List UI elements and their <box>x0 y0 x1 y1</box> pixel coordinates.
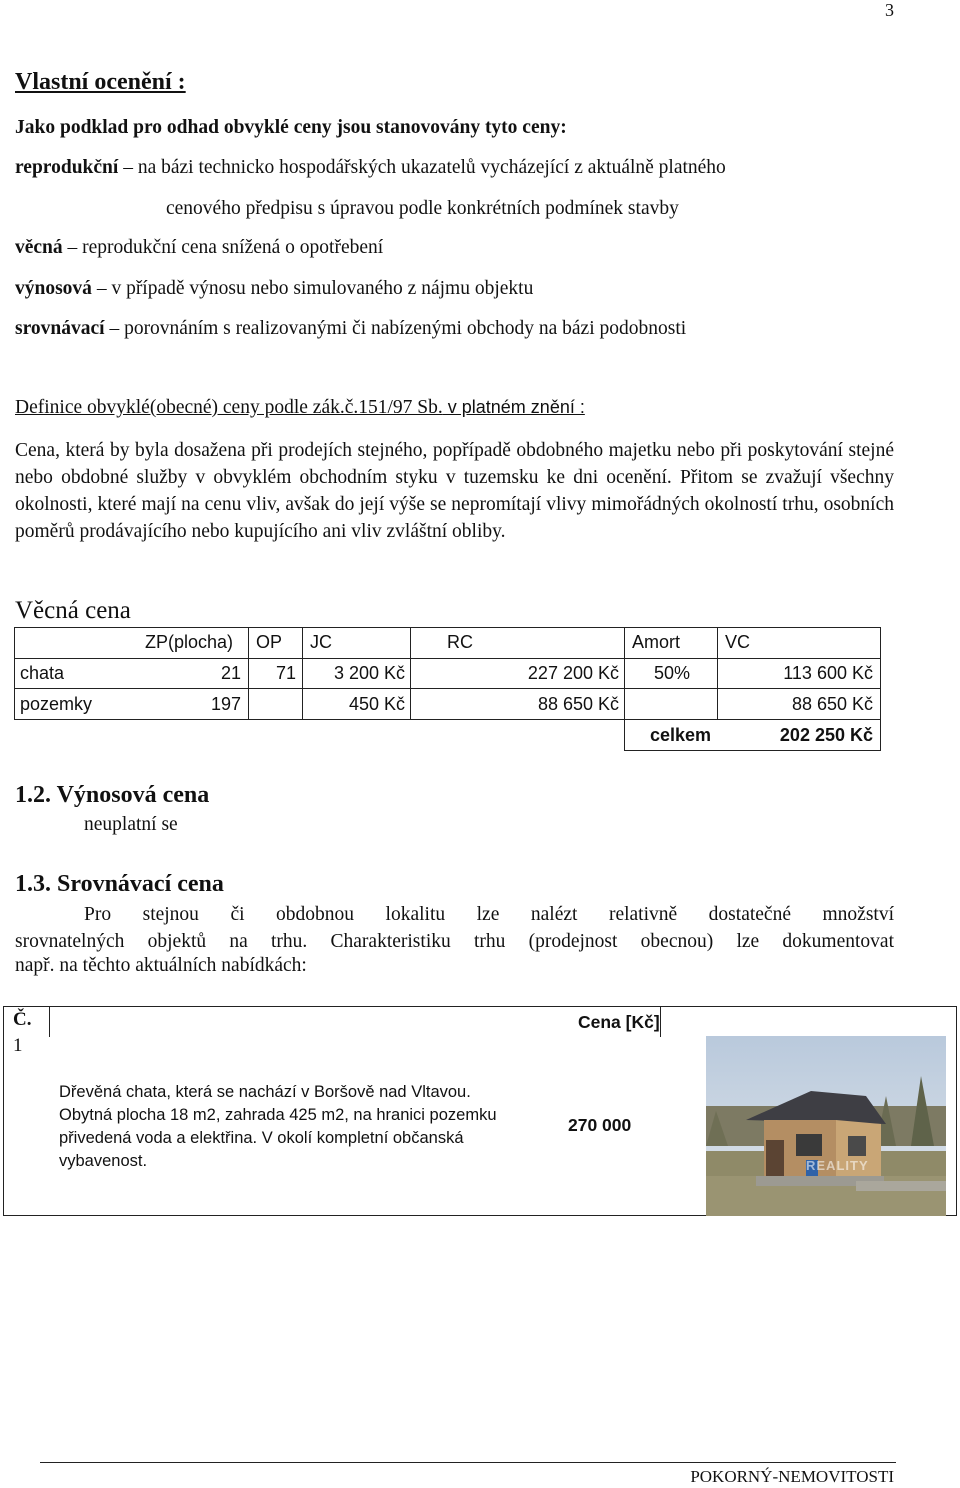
price-type-material <box>15 237 383 259</box>
cell-rc: 88 650 Kč <box>537 694 619 714</box>
price-type-term: srovnávací <box>15 318 105 339</box>
table-rule <box>14 627 881 628</box>
table-rule <box>624 750 881 751</box>
cell-vc: 88 650 Kč <box>791 694 873 714</box>
offer-description: Dřevěná chata, která se nachází v Boršově nad Vltavou. Obytná plocha 18 m2, zahrada 425 m2, na hranici pozemku přivedená voda a elektřina. V okolí kompletní občanská vybavenost. <box>59 1083 497 1170</box>
row-name: chata <box>20 663 65 683</box>
price-type-desc: – v případě výnosu nebo simulovaného z nájmu objektu <box>91 278 534 299</box>
price-type-term: reprodukční <box>15 157 119 178</box>
vecna-heading: Věcná cena <box>15 597 131 624</box>
srovnavaci-heading: 1.3. Srovnávací cena <box>15 871 224 897</box>
definition-text-a: Cena, která by byla dosažena při prodejích stejného, popřípadě obdobného majetku nebo při poskytování stejné nebo obdobné služby v obvyklém obchodním styku v tuzemsku ke dni ocenění. <box>15 440 894 488</box>
definition-text-b: Přitom se zvažují všechny okolnosti, které mají na cenu vliv, avšak do její výše se nepromítají vlivy mimořádných okolností trhu, osobních poměrů prodávajícího nebo kupujícího ani vliv zvláštní obliby. <box>15 467 894 542</box>
cell-amort: 50% <box>654 663 691 683</box>
cell-jc: 3 200 Kč <box>333 663 405 683</box>
cell-rc: 227 200 Kč <box>527 663 619 683</box>
offers-col-no: Č. <box>13 1009 32 1030</box>
offers-col-price: Cena [Kč] <box>578 1012 660 1032</box>
col-header-amort: Amort <box>632 632 681 652</box>
basis-intro: Jako podklad pro odhad obvyklé ceny jsou stanovovány tyto ceny: <box>15 117 567 138</box>
footer-company: POKORNÝ-NEMOVITOSTI <box>690 1467 894 1486</box>
price-type-reproduction-cont <box>166 198 679 220</box>
table-rule <box>49 1007 50 1037</box>
cell-vc: 113 600 Kč <box>783 663 873 683</box>
table-rule <box>410 627 411 719</box>
table-rule <box>717 627 718 719</box>
price-type-desc: – porovnáním s realizovanými či nabízenými obchody na bázi podobnosti <box>104 318 687 339</box>
table-rule <box>302 627 303 719</box>
table-rule <box>248 627 249 719</box>
cell-jc: 450 Kč <box>348 694 405 714</box>
price-type-reproduction <box>15 157 726 179</box>
cell-op: 71 <box>275 663 296 683</box>
definition-heading <box>15 397 585 419</box>
price-type-income <box>15 278 533 300</box>
price-type-term: výnosová <box>15 278 92 299</box>
definition-heading-law: Definice obvyklé(obecné) ceny podle zák.č.151/97 Sb. <box>15 397 443 418</box>
srovnavaci-line-2: srovnatelných objektů na trhu. Charakteristiku trhu (prodejnost obecnou) lze dokumentovat <box>15 931 894 952</box>
cell-zp: 21 <box>220 663 241 683</box>
offer-price: 270 000 <box>568 1115 632 1135</box>
srovnavaci-line-1: Pro stejnou či obdobnou lokalitu lze nalézt relativně dostatečné množství <box>84 904 894 925</box>
table-rule <box>880 627 881 750</box>
definition-text <box>15 437 894 545</box>
price-type-desc: – reprodukční cena snížená o opotřebení <box>62 237 384 258</box>
offer-number: 1 <box>13 1035 23 1056</box>
section-heading-own-valuation: Vlastní ocenění : <box>15 69 186 95</box>
definition-heading-suffix: v platném znění : <box>442 397 585 417</box>
vynosova-text: neuplatní se <box>84 814 178 835</box>
col-header-op: OP <box>256 632 283 652</box>
price-type-term: věcná <box>15 237 63 258</box>
table-rule <box>624 627 625 750</box>
table-rule <box>14 688 881 689</box>
cabin-photo-image <box>706 1036 946 1216</box>
vynosova-heading: 1.2. Výnosová cena <box>15 782 210 808</box>
price-type-desc: cenového předpisu s úpravou podle konkrétních podmínek stavby <box>166 198 679 219</box>
offer-photo <box>706 1036 946 1216</box>
total-label: celkem <box>650 725 712 745</box>
cell-zp: 197 <box>210 694 241 714</box>
page-number: 3 <box>885 0 894 20</box>
price-type-comparative <box>15 318 686 340</box>
table-rule <box>14 719 881 720</box>
col-header-vc: VC <box>725 632 751 652</box>
table-rule <box>14 658 881 659</box>
srovnavaci-line-3: např. na těchto aktuálních nabídkách: <box>15 955 307 976</box>
col-header-jc: JC <box>310 632 332 652</box>
price-type-desc: – na bázi technicko hospodářských ukazatelů vycházející z aktuálně platného <box>118 157 726 178</box>
table-rule <box>14 627 15 719</box>
photo-watermark: REALITY <box>806 1158 869 1173</box>
table-rule <box>660 1007 661 1037</box>
col-header-rc: RC <box>447 632 473 652</box>
row-name: pozemky <box>20 694 93 714</box>
vecna-table <box>14 627 881 751</box>
footer-rule <box>40 1462 896 1463</box>
total-value: 202 250 Kč <box>779 725 873 745</box>
col-header-zp: ZP(plocha) <box>145 632 234 652</box>
